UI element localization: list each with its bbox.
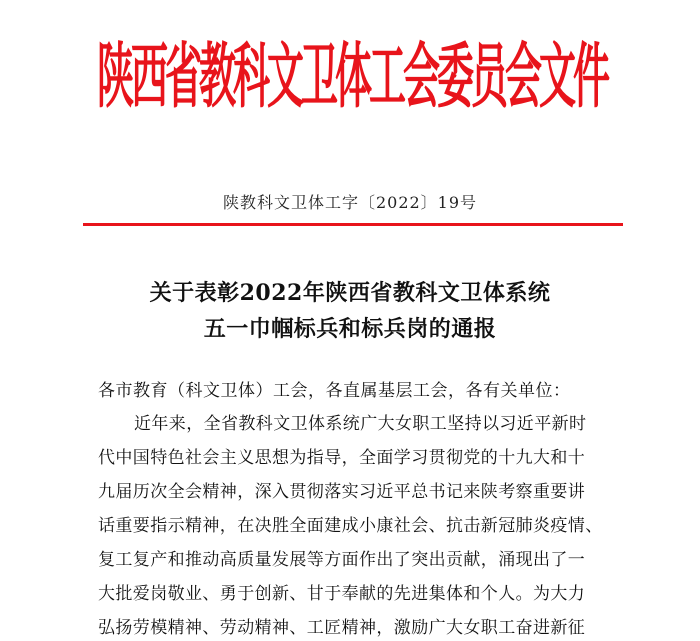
body-line-5: 复工复产和推动高质量发展等方面作出了突出贡献，涌现出了一 (98, 550, 586, 570)
body-line-4: 话重要指示精神，在决胜全面建成小康社会、抗击新冠肺炎疫情、 (98, 516, 603, 536)
notice-title-line-1: 关于表彰2022年陕西省教科文卫体系统 (149, 280, 551, 306)
body-line-2: 代中国特色社会主义思想为指导，全面学习贯彻党的十九大和十 (98, 448, 586, 468)
body-line-3: 九届历次全会精神，深入贯彻落实习近平总书记来陕考察重要讲 (98, 482, 586, 502)
red-divider-line (83, 223, 623, 226)
body-line-7: 弘扬劳模精神、劳动精神、工匠精神，激励广大女职工奋进新征 (98, 618, 586, 638)
body-line-1: 近年来，全省教科文卫体系统广大女职工坚持以习近平新时 (134, 414, 587, 434)
body-line-6: 大批爱岗敬业、勇于创新、甘于奉献的先进集体和个人。为大力 (98, 584, 586, 604)
document-number: 陕教科文卫体工字〔2022〕19号 (222, 193, 478, 212)
masthead-title: 陕西省教科文卫体工会委员会文件 (97, 35, 607, 118)
notice-title-line-2: 五一巾帼标兵和标兵岗的通报 (203, 316, 497, 342)
salutation: 各市教育（科文卫体）工会，各直属基层工会，各有关单位： (98, 381, 571, 401)
